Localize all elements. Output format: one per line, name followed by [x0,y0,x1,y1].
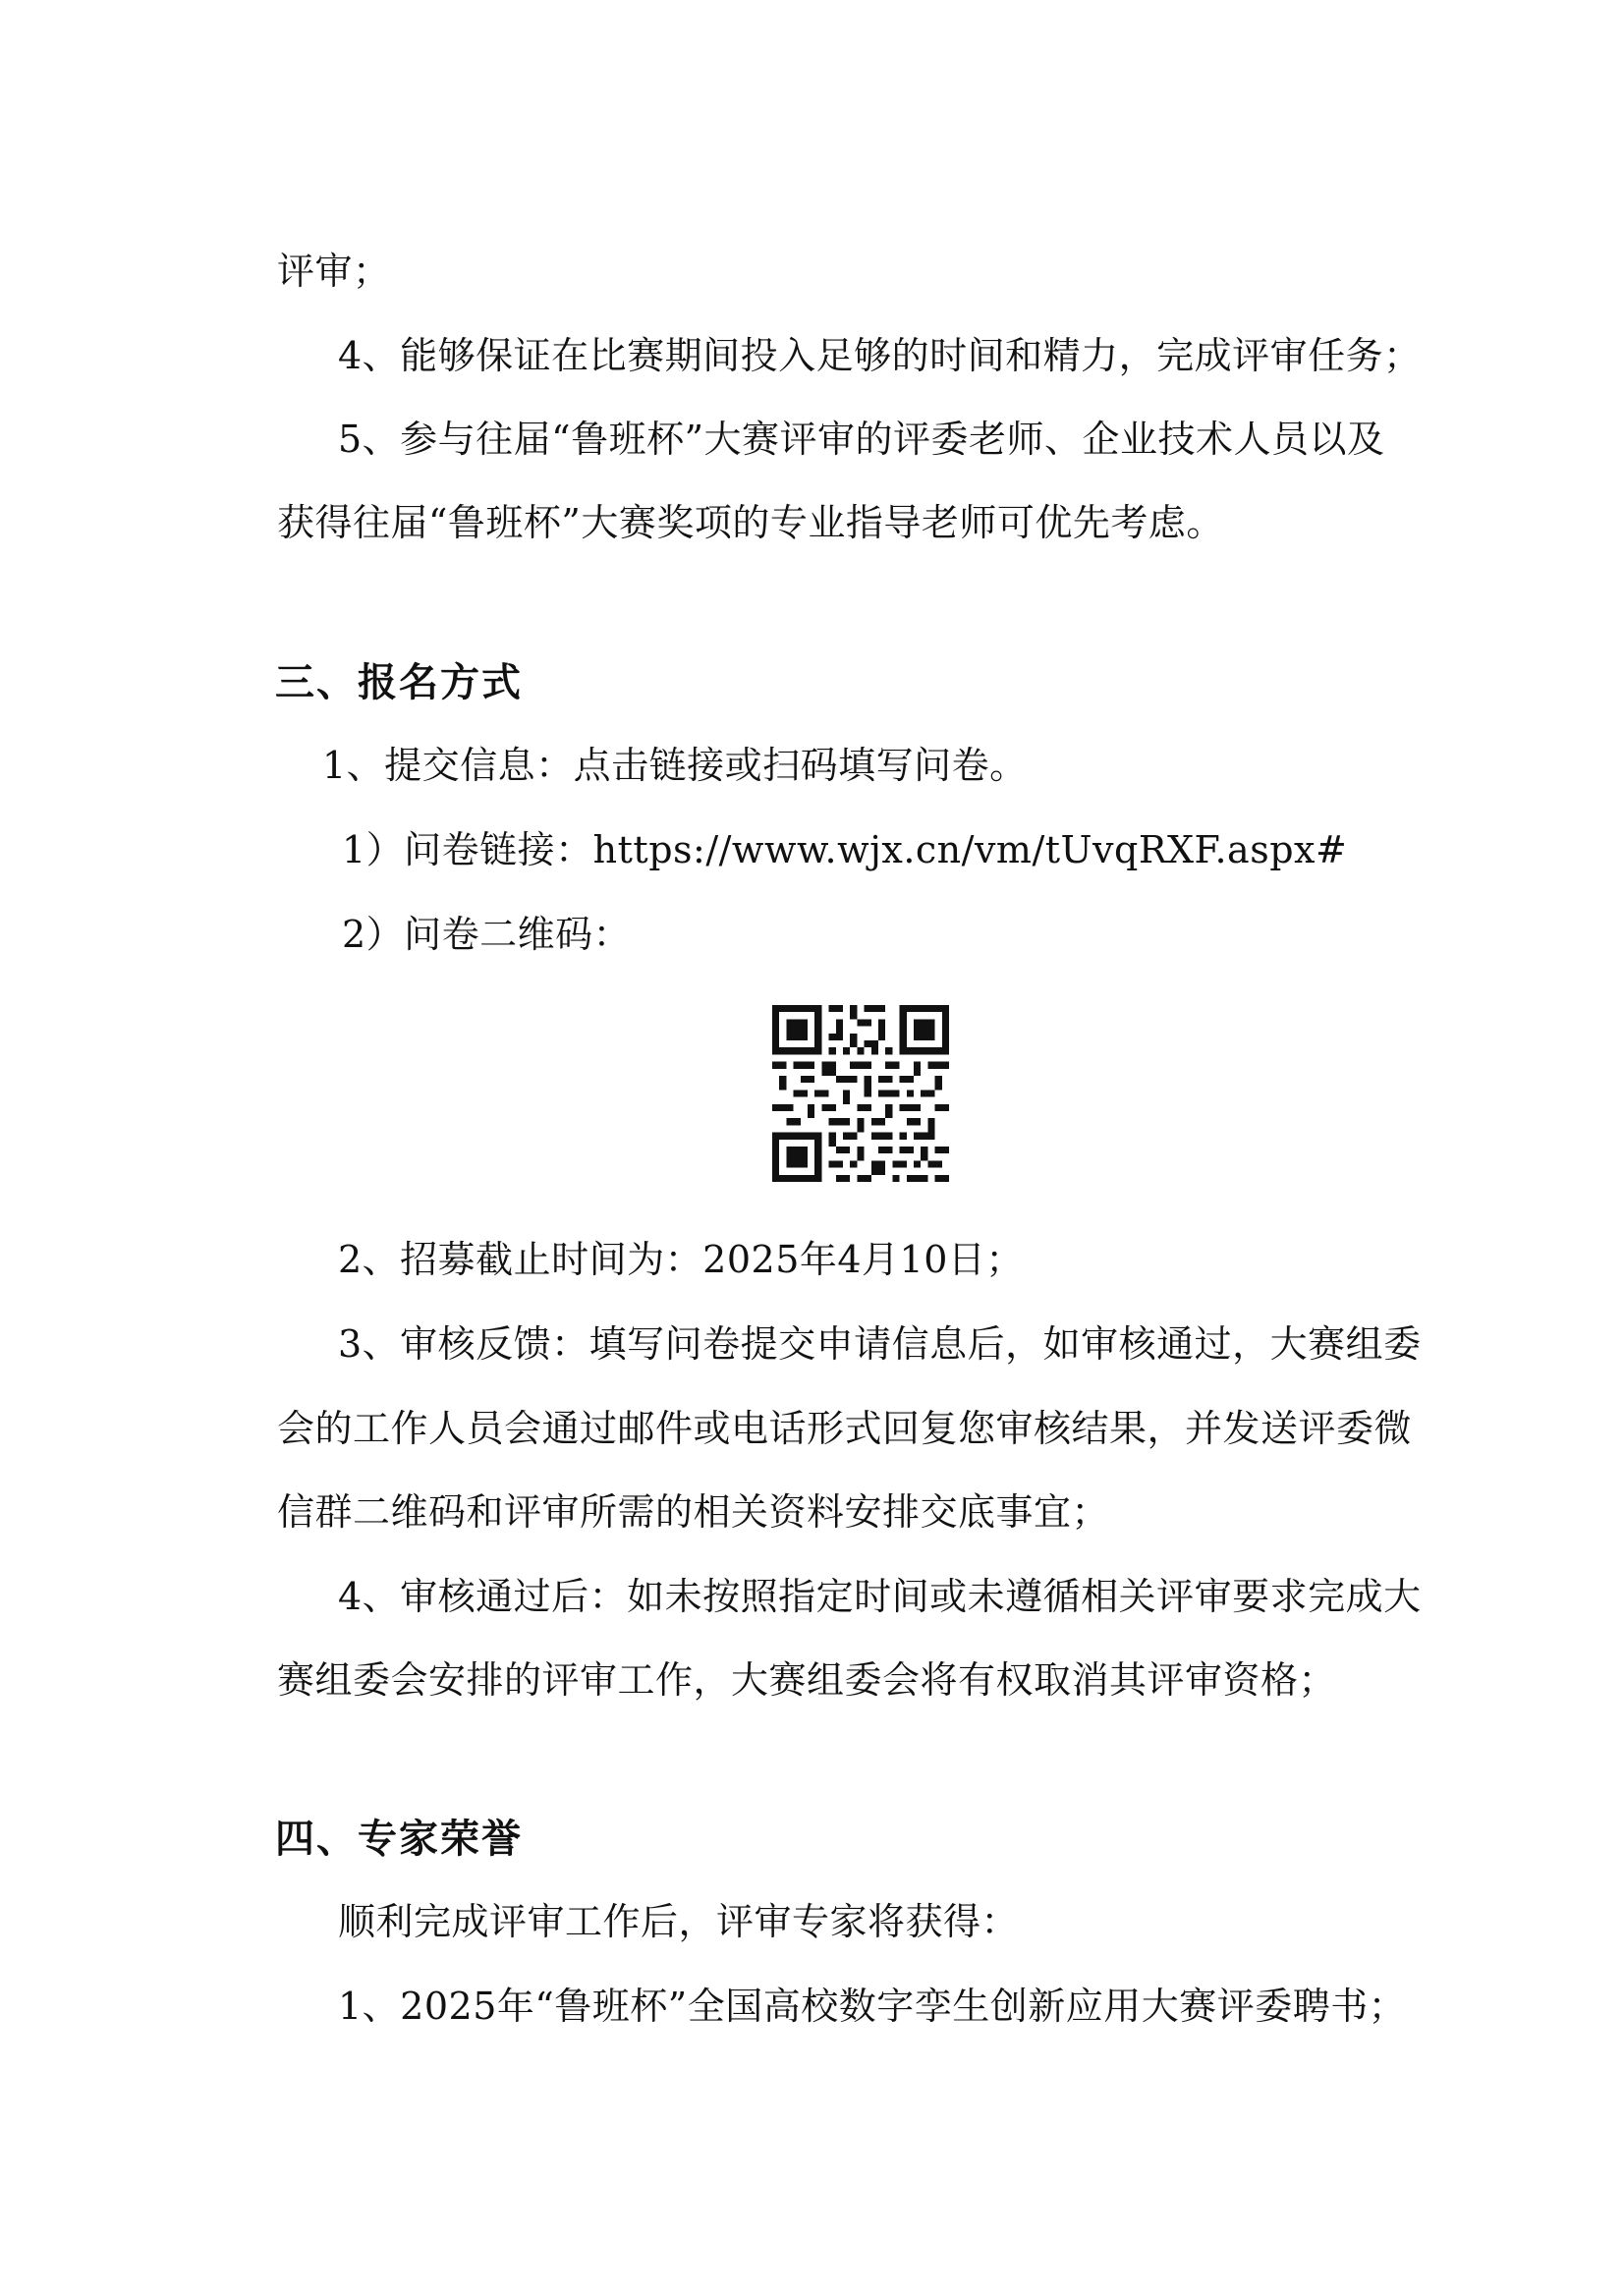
registration-item-3-line-1: 3、审核反馈：填写问卷提交申请信息后，如审核通过，大赛组委 [338,1322,1422,1366]
registration-item-1: 1、提交信息：点击链接或扫码填写问卷。 [322,744,1028,787]
questionnaire-qr-label: 2）问卷二维码： [342,913,632,956]
qr-code-icon[interactable] [772,1005,949,1182]
questionnaire-link[interactable]: 1）问卷链接：https://www.wjx.cn/vm/tUvqRXF.aspx# [342,828,1348,871]
requirement-item-5-line-2: 获得往届“鲁班杯”大赛奖项的专业指导老师可优先考虑。 [277,501,1224,544]
registration-item-3-line-3: 信群二维码和评审所需的相关资料安排交底事宜； [277,1490,1110,1534]
registration-item-4-line-2: 赛组委会安排的评审工作，大赛组委会将有权取消其评审资格； [277,1658,1337,1702]
honors-item-1: 1、2025年“鲁班杯”全国高校数字孪生创新应用大赛评委聘书； [338,1985,1407,2028]
registration-item-4-line-1: 4、审核通过后：如未按照指定时间或未遵循相关评审要求完成大 [338,1575,1422,1618]
honors-intro: 顺利完成评审工作后，评审专家将获得： [338,1900,1020,1943]
section-heading-registration: 三、报名方式 [275,660,523,705]
requirement-item-4: 4、能够保证在比赛期间投入足够的时间和精力，完成评审任务； [338,334,1422,377]
registration-item-2-deadline: 2、招募截止时间为：2025年4月10日； [338,1238,1024,1281]
text-line-continuation: 评审； [277,250,391,293]
registration-item-3-line-2: 会的工作人员会通过邮件或电话形式回复您审核结果，并发送评委微 [277,1407,1413,1450]
section-heading-expert-honors: 四、专家荣誉 [275,1817,523,1862]
requirement-item-5-line-1: 5、参与往届“鲁班杯”大赛评审的评委老师、企业技术人员以及 [338,418,1385,461]
